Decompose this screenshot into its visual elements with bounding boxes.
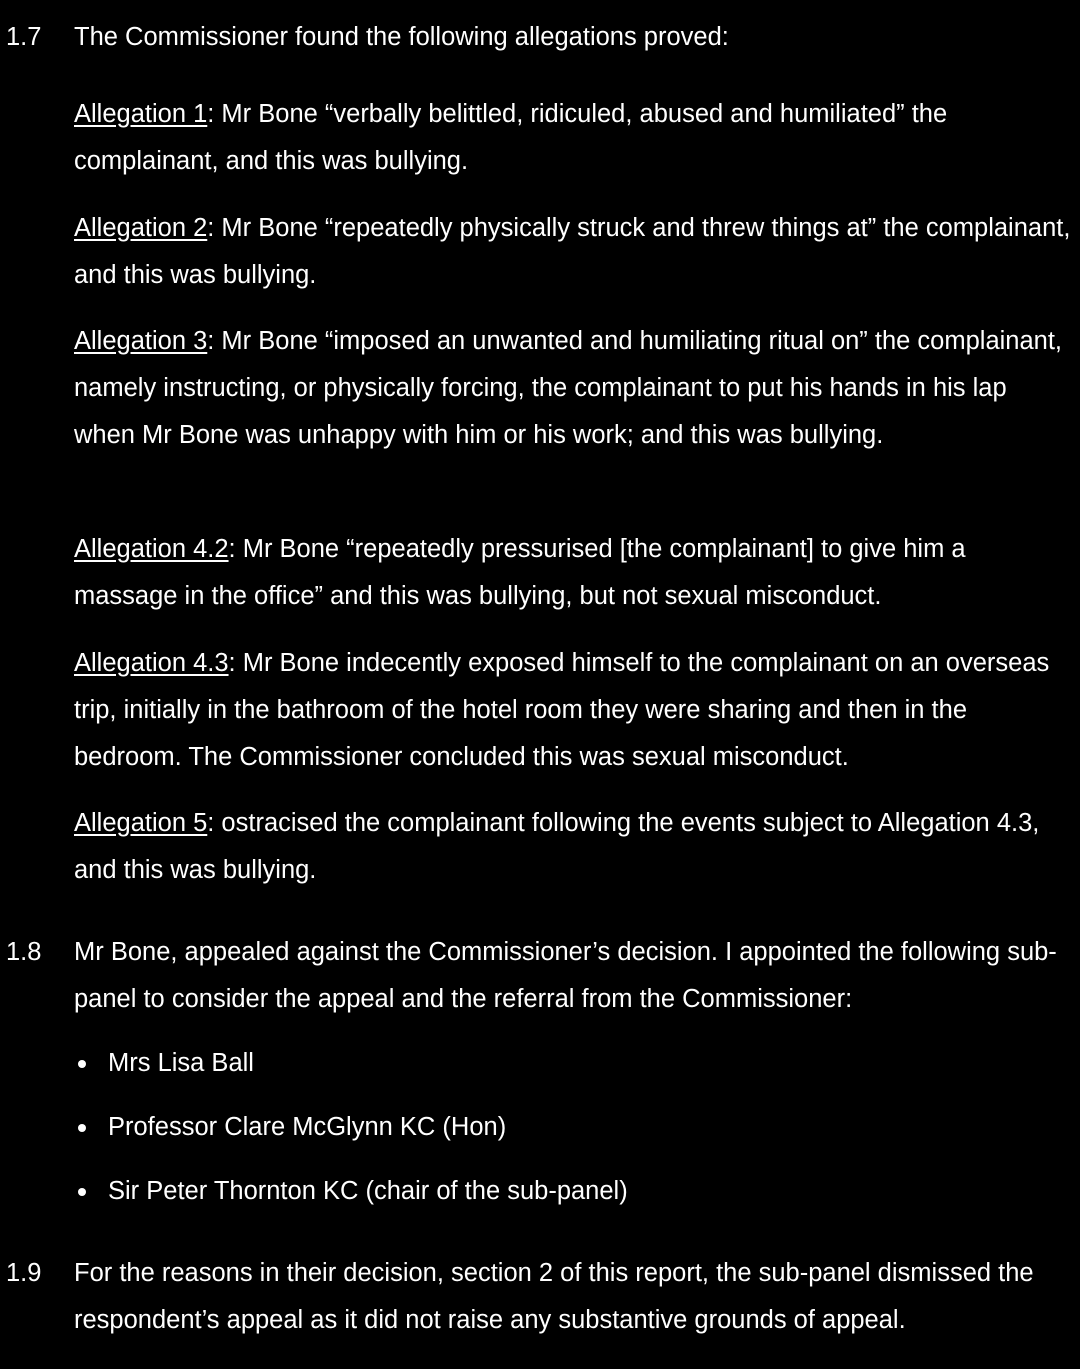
allegation-text: : ostracised the complainant following the events subject to Allegation 4.3, and this was bullying. [74,809,1040,884]
allegation-2 [74,205,1074,299]
paragraph-text: For the reasons in their decision, section 2 of this report, the sub-panel dismissed the respondent’s appeal as it did not raise any substantive grounds of appeal. [74,1259,1034,1334]
paragraph-number: 1.8 [6,938,42,966]
allegation-label: Allegation 4.2 [74,535,229,563]
paragraph-intro: The Commissioner found the following allegations proved: [74,23,729,51]
allegation-text: : Mr Bone indecently exposed himself to the complainant on an overseas trip, initially in the bathroom of the hotel room they were sharing and then in the bedroom. The Commissioner concluded this was sexual misconduct. [74,649,1050,771]
allegation-text: : Mr Bone “repeatedly physically struck and threw things at” the complainant, and this was bullying. [74,214,1071,289]
paragraph-number: 1.7 [6,23,42,51]
member-name: Sir Peter Thornton KC (chair of the sub-panel) [108,1177,628,1205]
allegation-text: : Mr Bone “repeatedly pressurised [the complainant] to give him a massage in the office” and this was bullying, but not sexual misconduct. [74,535,966,610]
list-item [74,1104,1074,1151]
list-item [74,1168,1074,1215]
paragraph-number: 1.9 [6,1259,42,1287]
list-item [74,1040,1074,1087]
bullet-icon [78,1124,86,1132]
allegation-3 [74,318,1074,459]
bullet-icon [78,1060,86,1068]
allegation-label: Allegation 2 [74,214,208,242]
allegation-4-3 [74,640,1074,781]
allegation-label: Allegation 4.3 [74,649,229,677]
allegation-5 [74,800,1074,894]
allegation-label: Allegation 5 [74,809,208,837]
allegation-4-2 [74,526,1074,620]
member-name: Mrs Lisa Ball [108,1049,254,1077]
bullet-icon [78,1188,86,1196]
allegation-1 [74,91,1074,185]
allegation-label: Allegation 3 [74,327,208,355]
member-name: Professor Clare McGlynn KC (Hon) [108,1113,507,1141]
paragraph-text: Mr Bone, appealed against the Commissioner’s decision. I appointed the following sub-panel to consider the appeal and the referral from the Commissioner: [74,938,1057,1013]
allegation-text: : Mr Bone “verbally belittled, ridiculed, abused and humiliated” the complainant, and this was bullying. [74,100,948,175]
allegation-text: : Mr Bone “imposed an unwanted and humiliating ritual on” the complainant, namely instructing, or physically forcing, the complainant to put his hands in his lap when Mr Bone was unhappy with him or his work; and this was bullying. [74,327,1063,449]
allegation-label: Allegation 1 [74,100,208,128]
